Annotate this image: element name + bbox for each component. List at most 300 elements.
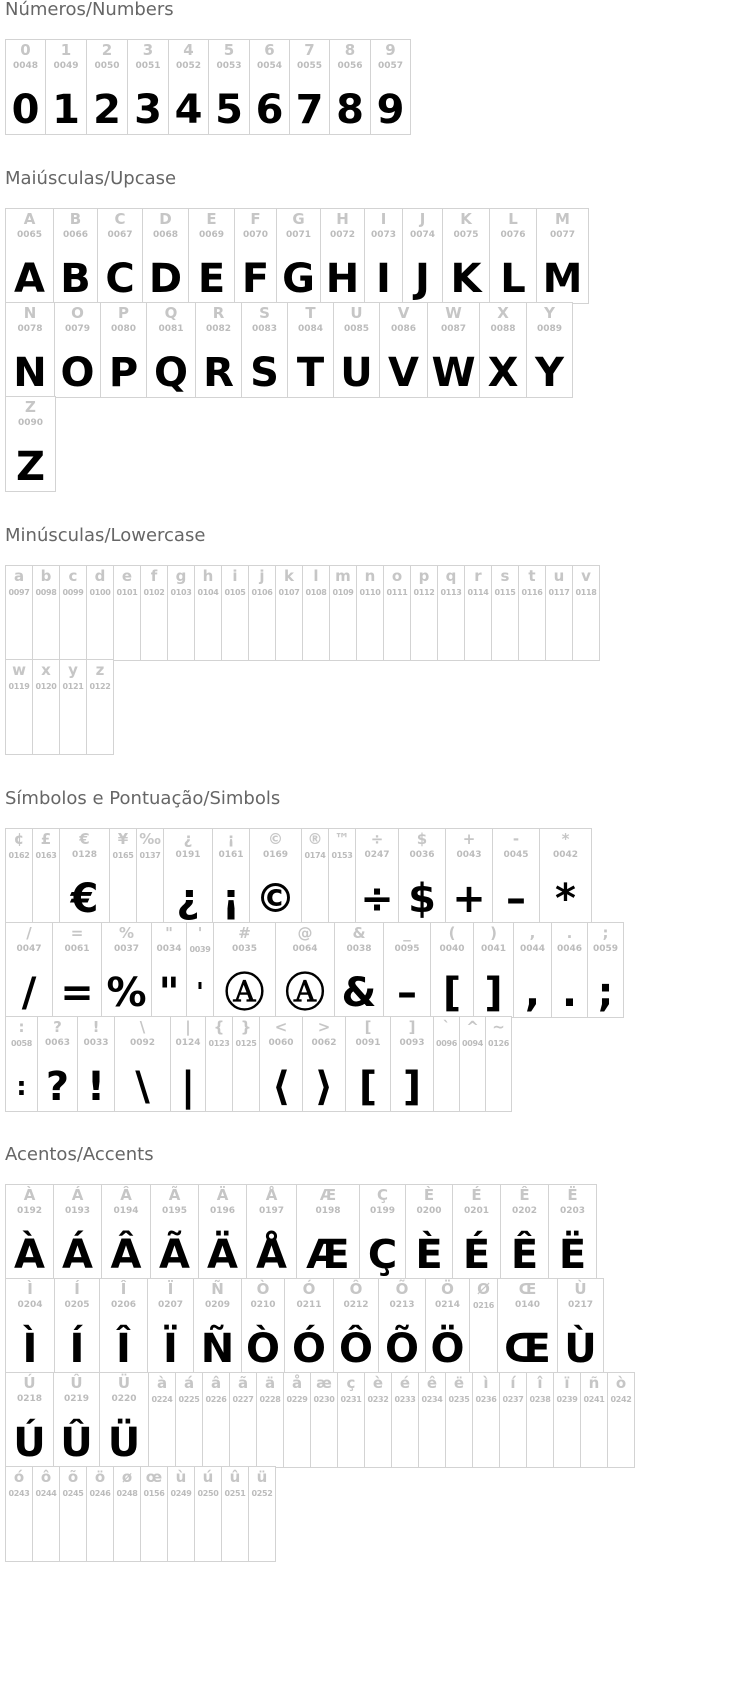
- glyph-cell: [249, 828, 302, 924]
- character-code: 0207: [157, 1300, 184, 1310]
- character-code: 0216: [472, 1301, 495, 1310]
- glyph-cell: [167, 565, 195, 661]
- character-code: 0206: [110, 1300, 137, 1310]
- glyph-cell: [151, 922, 187, 1018]
- character-label: G: [292, 210, 305, 228]
- font-glyph-sample: Y: [535, 350, 564, 396]
- character-label: Ï: [167, 1280, 174, 1298]
- glyph-cell: [221, 565, 249, 661]
- character-label: J: [419, 210, 426, 228]
- character-code: 0036: [409, 850, 435, 860]
- character-label: Ê: [519, 1186, 530, 1204]
- character-code: 0100: [89, 588, 111, 597]
- character-label: ¢: [13, 830, 25, 848]
- character-code: 0087: [440, 324, 467, 334]
- character-label: g: [175, 567, 187, 585]
- character-label: Z: [25, 398, 36, 416]
- glyph-cell: [140, 565, 168, 661]
- font-glyph-sample: 7: [295, 87, 324, 133]
- glyph-cell: [513, 922, 552, 1018]
- glyph-cell: [114, 1016, 171, 1112]
- character-label: 4: [183, 41, 194, 59]
- glyph-cell: [147, 1278, 194, 1374]
- glyph-cell: [248, 1466, 276, 1562]
- character-code: 0125: [235, 1039, 257, 1048]
- font-glyph-sample: C: [105, 256, 135, 302]
- character-label: d: [94, 567, 106, 585]
- character-label: a: [13, 567, 25, 585]
- glyph-cell: [241, 1278, 285, 1374]
- character-code: 0033: [83, 1038, 109, 1048]
- glyph-cell: [485, 1016, 512, 1112]
- font-glyph-sample: É: [462, 1232, 491, 1278]
- character-code: 0115: [494, 588, 516, 597]
- character-code: 0217: [567, 1300, 594, 1310]
- glyph-cell: [390, 1016, 434, 1112]
- font-glyph-sample: Œ: [504, 1326, 551, 1372]
- glyph-cell: [241, 302, 288, 398]
- character-label: Ö: [441, 1280, 454, 1298]
- font-glyph-sample: L: [500, 256, 526, 302]
- character-code: 0196: [209, 1206, 236, 1216]
- character-label: È: [423, 1186, 435, 1204]
- glyph-cell: [86, 659, 114, 755]
- character-label: Ô: [349, 1280, 363, 1298]
- character-code: 0241: [583, 1395, 605, 1404]
- character-code: 0038: [346, 944, 372, 954]
- character-code: 0156: [143, 1489, 165, 1498]
- font-glyph-sample: $: [408, 876, 436, 922]
- character-code: 0088: [490, 324, 516, 334]
- glyph-cell: [489, 208, 537, 304]
- glyph-cell: [246, 1184, 297, 1280]
- font-glyph-sample: 2: [93, 87, 121, 133]
- character-code: 0061: [64, 944, 90, 954]
- character-label: ä: [264, 1374, 276, 1392]
- font-glyph-sample: O: [60, 350, 95, 396]
- character-code: 0067: [107, 230, 133, 240]
- character-code: 0106: [251, 588, 273, 597]
- character-label: #: [238, 924, 251, 942]
- glyph-cell: [473, 922, 514, 1018]
- character-label: ÷: [370, 830, 384, 848]
- font-glyph-sample: R: [203, 350, 234, 396]
- character-label: D: [159, 210, 172, 228]
- character-label: L: [508, 210, 518, 228]
- character-label: Y: [544, 304, 555, 322]
- glyph-cell: [370, 39, 411, 135]
- character-code: 0053: [216, 61, 242, 71]
- character-code: 0214: [434, 1300, 461, 1310]
- character-label: W: [445, 304, 462, 322]
- character-label: ?: [53, 1018, 62, 1036]
- font-glyph-sample: Z: [15, 444, 45, 490]
- glyph-cell: [109, 828, 137, 924]
- character-code: 0058: [10, 1039, 33, 1048]
- character-label: w: [12, 661, 26, 679]
- character-code: 0252: [251, 1489, 273, 1498]
- glyph-cell: [168, 39, 209, 135]
- glyph-cell: [142, 208, 189, 304]
- character-code: 0090: [17, 418, 44, 428]
- glyph-cell: [329, 565, 357, 661]
- character-label: ™: [334, 830, 350, 848]
- character-code: 0116: [521, 588, 543, 597]
- character-label: B: [69, 210, 82, 228]
- character-code: 0096: [435, 1039, 458, 1048]
- font-glyph-sample: Ⓐ: [224, 970, 265, 1016]
- character-label: ó: [13, 1468, 25, 1486]
- character-label: À: [23, 1186, 36, 1204]
- glyph-cell: [195, 302, 242, 398]
- glyph-cell: [97, 208, 143, 304]
- character-code: 0195: [161, 1206, 188, 1216]
- font-glyph-sample: S: [250, 350, 279, 396]
- glyph-cell: [539, 828, 592, 924]
- glyph-cell: [194, 1466, 222, 1562]
- character-code: 0122: [89, 682, 111, 691]
- glyph-cell: [188, 208, 235, 304]
- glyph-cell: [5, 1372, 54, 1468]
- glyph-cell: [100, 302, 147, 398]
- glyph-cell: [53, 1184, 102, 1280]
- character-label: I: [380, 210, 387, 228]
- character-label: S: [259, 304, 270, 322]
- glyph-cell: [289, 39, 330, 135]
- font-glyph-sample: 0: [11, 87, 40, 133]
- glyph-cell: [53, 1372, 100, 1468]
- font-glyph-sample: Í: [69, 1326, 85, 1372]
- character-code: 0249: [170, 1489, 192, 1498]
- glyph-cell: [232, 1016, 260, 1112]
- font-glyph-sample: W: [431, 350, 476, 396]
- glyph-cell: [518, 565, 546, 661]
- glyph-cell: [398, 828, 446, 924]
- glyph-cell: [499, 1372, 527, 1468]
- character-label: Ø: [477, 1280, 490, 1298]
- font-glyph-sample: M: [542, 256, 583, 302]
- glyph-cell: [54, 1278, 100, 1374]
- character-code: 0051: [135, 61, 161, 71]
- character-label: p: [418, 567, 430, 585]
- glyph-cell: [391, 1372, 419, 1468]
- character-code: 0052: [175, 61, 202, 71]
- glyph-cell: [464, 565, 492, 661]
- character-label: ¿: [183, 830, 193, 848]
- glyph-cell: [572, 565, 600, 661]
- character-label: !: [92, 1018, 100, 1036]
- glyph-cell: [445, 828, 493, 924]
- character-label: &: [352, 924, 366, 942]
- glyph-cell: [356, 565, 384, 661]
- glyph-cell: [54, 302, 101, 398]
- font-glyph-sample: .: [561, 970, 578, 1016]
- character-code: 0234: [421, 1395, 443, 1404]
- character-code: 0094: [461, 1039, 484, 1048]
- character-code: 0199: [369, 1206, 396, 1216]
- character-label: _: [403, 924, 411, 942]
- font-glyph-sample: F: [241, 256, 270, 302]
- character-code: 0198: [315, 1206, 341, 1216]
- character-label: ò: [615, 1374, 627, 1392]
- character-code: 0229: [286, 1395, 308, 1404]
- glyph-cell: [32, 565, 60, 661]
- character-label: â: [210, 1374, 222, 1392]
- character-code: 0043: [456, 850, 482, 860]
- character-label: %: [118, 924, 135, 942]
- character-code: 0071: [285, 230, 312, 240]
- font-glyph-sample: U: [340, 350, 373, 396]
- glyph-cell: [383, 922, 431, 1018]
- glyph-cell: [5, 39, 46, 135]
- character-label: C: [114, 210, 126, 228]
- character-label: Ã: [168, 1186, 181, 1204]
- character-label: /: [26, 924, 32, 942]
- character-code: 0219: [63, 1394, 90, 1404]
- character-code: 0153: [331, 851, 353, 860]
- character-label: ö: [94, 1468, 106, 1486]
- character-label: E: [206, 210, 217, 228]
- font-glyph-sample: Ì: [22, 1326, 38, 1372]
- font-glyph-sample: !: [86, 1064, 106, 1110]
- character-code: 0137: [139, 851, 161, 860]
- font-glyph-sample: %: [106, 970, 147, 1016]
- font-glyph-sample: D: [148, 256, 183, 302]
- character-label: $: [416, 830, 428, 848]
- character-label: e: [121, 567, 133, 585]
- character-code: 0161: [218, 850, 244, 860]
- character-label: ê: [426, 1374, 438, 1392]
- character-code: 0099: [62, 588, 84, 597]
- character-code: 0231: [340, 1395, 362, 1404]
- character-code: 0074: [409, 230, 436, 240]
- glyph-cell: [163, 828, 213, 924]
- character-label: Ú: [23, 1374, 36, 1392]
- glyph-cell: [229, 1372, 257, 1468]
- character-label: H: [336, 210, 349, 228]
- glyph-cell: [364, 1372, 392, 1468]
- character-label: æ: [316, 1374, 332, 1392]
- character-code: 0111: [386, 588, 408, 597]
- character-code: 0104: [197, 588, 219, 597]
- font-glyph-sample: B: [60, 256, 91, 302]
- character-label: õ: [67, 1468, 79, 1486]
- character-code: 0120: [35, 682, 57, 691]
- character-code: 0244: [35, 1489, 57, 1498]
- character-label: Î: [120, 1280, 127, 1298]
- character-code: 0034: [156, 944, 182, 954]
- character-code: 0070: [242, 230, 269, 240]
- glyph-cell: [427, 302, 480, 398]
- character-code: 0117: [548, 588, 570, 597]
- font-glyph-sample: ?: [45, 1064, 70, 1110]
- glyph-cell: [296, 1184, 360, 1280]
- glyph-cell: [5, 1016, 38, 1112]
- glyph-cell: [551, 922, 588, 1018]
- font-glyph-sample: ]: [402, 1064, 422, 1110]
- character-code: 0225: [178, 1395, 200, 1404]
- glyph-cell: [302, 1016, 346, 1112]
- character-code: 0200: [416, 1206, 442, 1216]
- character-label: î: [537, 1374, 543, 1392]
- font-glyph-sample: –: [397, 970, 417, 1016]
- character-code: 0046: [556, 944, 583, 954]
- character-code: 0126: [487, 1039, 510, 1048]
- font-glyph-sample: \: [135, 1064, 150, 1110]
- character-label: ~: [492, 1018, 505, 1036]
- character-code: 0077: [549, 230, 576, 240]
- glyph-cell: [329, 39, 371, 135]
- character-label: Ä: [216, 1186, 229, 1204]
- glyph-cell: [383, 565, 411, 661]
- character-code: 0059: [592, 944, 619, 954]
- glyph-cell: [553, 1372, 581, 1468]
- glyph-cell: [208, 39, 250, 135]
- character-code: 0064: [292, 944, 318, 954]
- character-label: 6: [264, 41, 275, 59]
- character-code: 0162: [8, 851, 30, 860]
- font-glyph-sample: =: [60, 970, 94, 1016]
- font-glyph-sample: Õ: [384, 1326, 419, 1372]
- character-code: 0107: [278, 588, 300, 597]
- character-code: 0073: [370, 230, 397, 240]
- character-label: f: [150, 567, 158, 585]
- character-label: Ü: [117, 1374, 131, 1392]
- character-label: 9: [385, 41, 396, 59]
- glyph-cell: [479, 302, 527, 398]
- character-code: 0140: [514, 1300, 541, 1310]
- font-glyph-sample: Ë: [558, 1232, 587, 1278]
- glyph-cell: [256, 1372, 284, 1468]
- glyph-cell: [113, 1466, 141, 1562]
- character-label: Ó: [302, 1280, 316, 1298]
- font-glyph-sample: :: [16, 1072, 27, 1102]
- character-label: X: [497, 304, 509, 322]
- character-label: +: [462, 830, 476, 848]
- glyph-cell: [402, 208, 443, 304]
- character-label: -: [512, 830, 520, 848]
- font-glyph-sample: Ú: [13, 1420, 46, 1466]
- section-title: Minúsculas/Lowercase: [5, 525, 206, 546]
- section-title: Símbolos e Pontuação/Simbols: [5, 788, 281, 809]
- character-label: K: [460, 210, 472, 228]
- character-label: É: [471, 1186, 482, 1204]
- glyph-cell: [587, 922, 624, 1018]
- glyph-cell: [140, 1466, 168, 1562]
- character-label: ç: [346, 1374, 356, 1392]
- character-label: ": [165, 924, 173, 942]
- character-label: ì: [483, 1374, 489, 1392]
- glyph-cell: [359, 1184, 406, 1280]
- character-label: è: [372, 1374, 384, 1392]
- section-title: Maiúsculas/Upcase: [5, 168, 177, 189]
- character-label: Ò: [256, 1280, 270, 1298]
- character-code: 0165: [112, 851, 134, 860]
- character-label: Q: [164, 304, 178, 322]
- character-label: é: [399, 1374, 411, 1392]
- character-label: }: [240, 1018, 252, 1036]
- character-code: 0105: [224, 588, 246, 597]
- glyph-cell: [136, 828, 164, 924]
- glyph-cell: [5, 1278, 55, 1374]
- character-code: 0210: [250, 1300, 276, 1310]
- font-glyph-sample: ;: [597, 970, 614, 1016]
- glyph-cell: [77, 1016, 115, 1112]
- font-glyph-sample: €: [70, 876, 99, 922]
- glyph-cell: [127, 39, 169, 135]
- glyph-cell: [287, 302, 334, 398]
- font-glyph-sample: J: [415, 256, 430, 302]
- font-glyph-sample: È: [415, 1232, 443, 1278]
- character-code: 0050: [94, 61, 120, 71]
- glyph-cell: [59, 565, 87, 661]
- character-code: 0121: [62, 682, 84, 691]
- font-glyph-sample: E: [197, 256, 226, 302]
- character-label: k: [284, 567, 294, 585]
- character-code: 0098: [35, 588, 57, 597]
- glyph-cell: [167, 1466, 195, 1562]
- character-code: 0085: [343, 324, 370, 334]
- character-label: :: [18, 1018, 25, 1036]
- glyph-cell: [425, 1278, 470, 1374]
- character-code: 0103: [170, 588, 192, 597]
- glyph-cell: [5, 302, 55, 398]
- character-code: 0072: [329, 230, 356, 240]
- character-code: 0063: [44, 1038, 71, 1048]
- font-glyph-sample: Ò: [245, 1326, 280, 1372]
- glyph-cell: [557, 1278, 604, 1374]
- character-label: A: [23, 210, 36, 228]
- glyph-cell: [5, 1184, 54, 1280]
- character-label: ;: [602, 924, 609, 942]
- font-glyph-sample: ': [196, 978, 204, 1008]
- glyph-cell: [500, 1184, 549, 1280]
- glyph-cell: [205, 1016, 233, 1112]
- glyph-cell: [146, 302, 196, 398]
- font-glyph-sample: Å: [256, 1232, 287, 1278]
- character-label: ]: [408, 1018, 416, 1036]
- character-label: [: [364, 1018, 372, 1036]
- glyph-cell: [526, 302, 573, 398]
- character-label: Û: [70, 1374, 83, 1392]
- character-label: r: [474, 567, 482, 585]
- glyph-cell: [86, 1466, 114, 1562]
- character-code: 0203: [559, 1206, 586, 1216]
- glyph-cell: [5, 828, 33, 924]
- glyph-cell: [333, 302, 380, 398]
- glyph-cell: [5, 565, 33, 661]
- character-label: Í: [74, 1280, 80, 1298]
- character-label: û: [229, 1468, 241, 1486]
- font-glyph-sample: Ⓐ: [285, 970, 325, 1016]
- character-label: |: [185, 1018, 191, 1036]
- glyph-cell: [32, 828, 60, 924]
- font-glyph-sample: Ã: [159, 1232, 190, 1278]
- glyph-cell: [275, 922, 335, 1018]
- character-code: 0201: [463, 1206, 490, 1216]
- character-code: 0174: [304, 851, 326, 860]
- glyph-cell: [337, 1372, 365, 1468]
- character-code: 0239: [556, 1395, 578, 1404]
- glyph-cell: [259, 1016, 303, 1112]
- character-label: œ: [145, 1468, 163, 1486]
- character-code: 0243: [8, 1489, 30, 1498]
- character-label: y: [68, 661, 78, 679]
- character-code: 0068: [152, 230, 179, 240]
- character-label: >: [317, 1018, 331, 1036]
- glyph-cell: [302, 565, 330, 661]
- character-label: ï: [564, 1374, 570, 1392]
